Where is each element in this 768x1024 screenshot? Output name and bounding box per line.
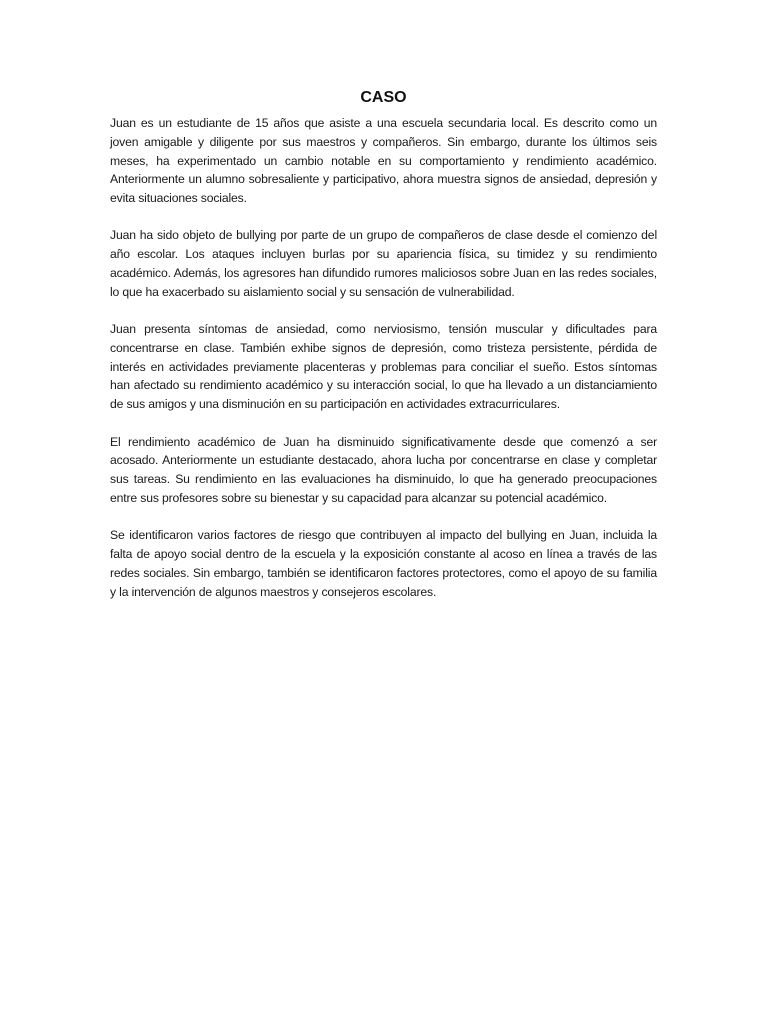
paragraph-4: El rendimiento académico de Juan ha disminuido significativamente desde que comenzó a ser acosado. Anteriormente un estudiante destacado, ahora lucha por concentrarse en clase y completar sus tareas. Su rendimiento en las evaluaciones ha disminuido, lo que ha generado preocupaciones entre sus profesores sobre su bienestar y su capacidad para alcanzar su potencial académico. — [110, 434, 657, 505]
paragraph-3: Juan presenta síntomas de ansiedad, como nerviosismo, tensión muscular y dificultades para concentrarse en clase. También exhibe signos de depresión, como tristeza persistente, pérdida de interés en actividades previamente placenteras y problemas para conciliar el sueño. Estos síntomas han afectado su rendimiento académico y su interacción social, lo que ha llevado a un distanciamiento de sus amigos y una disminución en su participación en actividades extracurriculares. — [110, 322, 657, 412]
document-title: CASO — [360, 89, 407, 106]
document-body — [110, 86, 657, 620]
paragraph-1: Juan es un estudiante de 15 años que asiste a una escuela secundaria local. Es descrito como un joven amigable y diligente por sus maestros y compañeros. Sin embargo, durante los últimos seis meses, ha experimentado un cambio notable en su comportamiento y rendimiento académico. Anteriormente un alumno sobresaliente y participativo, ahora muestra signos de ansiedad, depresión y evita situaciones sociales. — [110, 116, 657, 205]
paragraph-5: Se identificaron varios factores de riesgo que contribuyen al impacto del bullying en Juan, incluida la falta de apoyo social dentro de la escuela y la exposición constante al acoso en línea a través de las redes sociales. Sin embargo, también se identificaron factores protectores, como el apoyo de su familia y la intervención de algunos maestros y consejeros escolares. — [110, 528, 657, 599]
paragraph-2: Juan ha sido objeto de bullying por parte de un grupo de compañeros de clase desde el comienzo del año escolar. Los ataques incluyen burlas por su apariencia física, su timidez y su rendimiento académico. Además, los agresores han difundido rumores maliciosos sobre Juan en las redes sociales, lo que ha exacerbado su aislamiento social y su sensación de vulnerabilidad. — [110, 228, 657, 299]
